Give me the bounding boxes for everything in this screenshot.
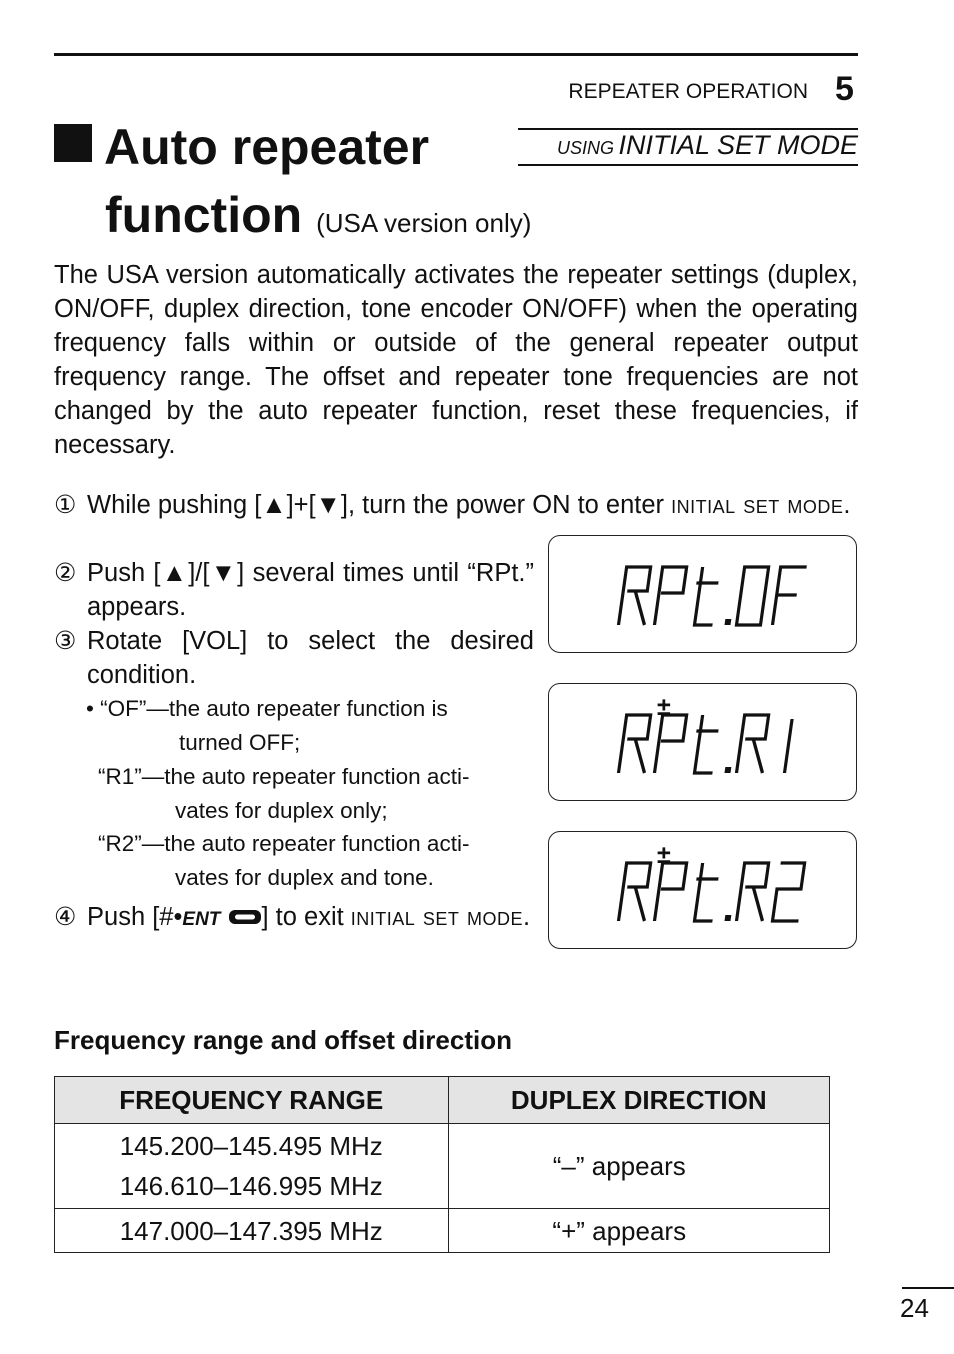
step-number: ① <box>54 491 77 519</box>
table-row <box>55 1124 830 1209</box>
lcd-segment-text <box>549 536 858 654</box>
page-title <box>54 118 429 176</box>
step-2 <box>54 556 534 624</box>
step-4 <box>54 900 534 937</box>
mode-term: initial set mode <box>671 491 844 519</box>
intro-paragraph: The USA version automatically activates the repeater settings (duplex, ON/OFF, duplex direction, tone encoder ON/OFF) when the operating frequency falls within or outside of the general repeater output frequency range. The offset and repeater tone frequencies are not changed by the auto repeater function, reset these frequencies, if necessary. <box>54 261 858 459</box>
option-lead: • “OF”—the auto repeater function is <box>86 696 448 721</box>
option-continuation: vates for duplex only; <box>175 797 388 823</box>
direction-cell: “+” appears <box>448 1209 830 1253</box>
lcd-char-1 <box>784 719 792 773</box>
lcd-char-R <box>618 715 652 773</box>
step-text: Rotate [VOL] to select the desired condition. <box>87 627 534 689</box>
column-header-frequency: FREQUENCY RANGE <box>55 1077 449 1124</box>
lcd-characters <box>618 567 806 625</box>
step-text-end: ] to exit <box>261 903 344 931</box>
table-heading: Frequency range and offset direction <box>54 1025 512 1055</box>
lcd-decimal-point <box>724 915 731 921</box>
column-header-direction: DUPLEX DIRECTION <box>448 1077 830 1124</box>
lcd-characters <box>618 715 792 773</box>
step-text-start: Push [#• <box>87 903 183 931</box>
lcd-char-2 <box>772 863 806 921</box>
step-1 <box>54 488 858 522</box>
title-line-1: Auto repeater <box>104 119 430 175</box>
title-line-2: function <box>105 187 303 243</box>
option-lead: “R2”—the auto repeater function acti- <box>98 831 470 856</box>
mode-term: initial set mode <box>350 903 523 931</box>
lcd-char-R <box>736 863 770 921</box>
step-text: While pushing [▲]+[▼], turn the power ON to enter <box>87 491 665 519</box>
lcd-display-of <box>548 535 857 653</box>
lcd-char-O <box>736 567 768 625</box>
lcd-char-P <box>654 715 686 773</box>
table-row <box>55 1209 830 1253</box>
step-3 <box>54 624 534 692</box>
lcd-characters <box>618 863 806 921</box>
lcd-char-P <box>654 863 686 921</box>
option-lead: “R1”—the auto repeater function acti- <box>98 764 470 789</box>
table-header-row <box>55 1077 830 1124</box>
top-rule <box>54 53 858 56</box>
mode-name: INITIAL SET MODE <box>618 130 858 160</box>
black-square-icon <box>54 124 92 162</box>
step-end: . <box>843 491 851 519</box>
page-number-rule <box>902 1287 954 1289</box>
option-of <box>86 692 534 759</box>
step-text: Push [▲]/[▼] several times until “RPt.” appears. <box>87 559 534 621</box>
lcd-display-r2 <box>548 831 857 949</box>
step-number: ④ <box>54 903 77 931</box>
mode-banner <box>518 128 858 166</box>
option-r1 <box>98 760 534 827</box>
lcd-segment-text <box>549 684 858 802</box>
frequency-range: 145.200–145.495 MHz <box>119 1131 383 1161</box>
lcd-char-R <box>618 863 652 921</box>
lcd-char-t <box>690 567 720 625</box>
step-number: ③ <box>54 627 77 655</box>
frequency-table <box>54 1076 830 1253</box>
key-lock-icon <box>228 908 262 926</box>
lcd-decimal-point <box>724 619 731 625</box>
duplex-plus-minus-indicator: ± <box>657 841 671 869</box>
lcd-decimal-point <box>724 767 731 773</box>
section-label: REPEATER OPERATION <box>568 80 808 103</box>
duplex-plus-minus-indicator: ± <box>657 693 671 721</box>
option-continuation: turned OFF; <box>179 729 301 755</box>
frequency-range: 146.610–146.995 MHz <box>119 1171 383 1201</box>
frequency-cell: 147.000–147.395 MHz <box>55 1209 449 1253</box>
step-end: . <box>523 903 531 931</box>
lcd-char-t <box>690 863 720 921</box>
direction-cell: “–” appears <box>448 1124 830 1209</box>
lcd-char-R <box>618 567 652 625</box>
lcd-display-r1 <box>548 683 857 801</box>
option-continuation: vates for duplex and tone. <box>175 864 434 890</box>
lcd-char-P <box>654 567 686 625</box>
title-note: (USA version only) <box>316 208 532 238</box>
option-r2 <box>98 827 534 894</box>
chapter-number: 5 <box>835 70 854 108</box>
lcd-segment-text <box>549 832 858 950</box>
mode-prefix: USING <box>556 138 614 158</box>
ent-key-label: ENT <box>182 909 221 930</box>
lcd-char-R <box>736 715 770 773</box>
frequency-cell <box>55 1124 449 1209</box>
step-number: ② <box>54 559 77 587</box>
lcd-char-t <box>690 715 720 773</box>
lcd-char-F <box>772 567 806 625</box>
page-title-continued <box>105 186 531 244</box>
page-number: 24 <box>900 1293 929 1323</box>
